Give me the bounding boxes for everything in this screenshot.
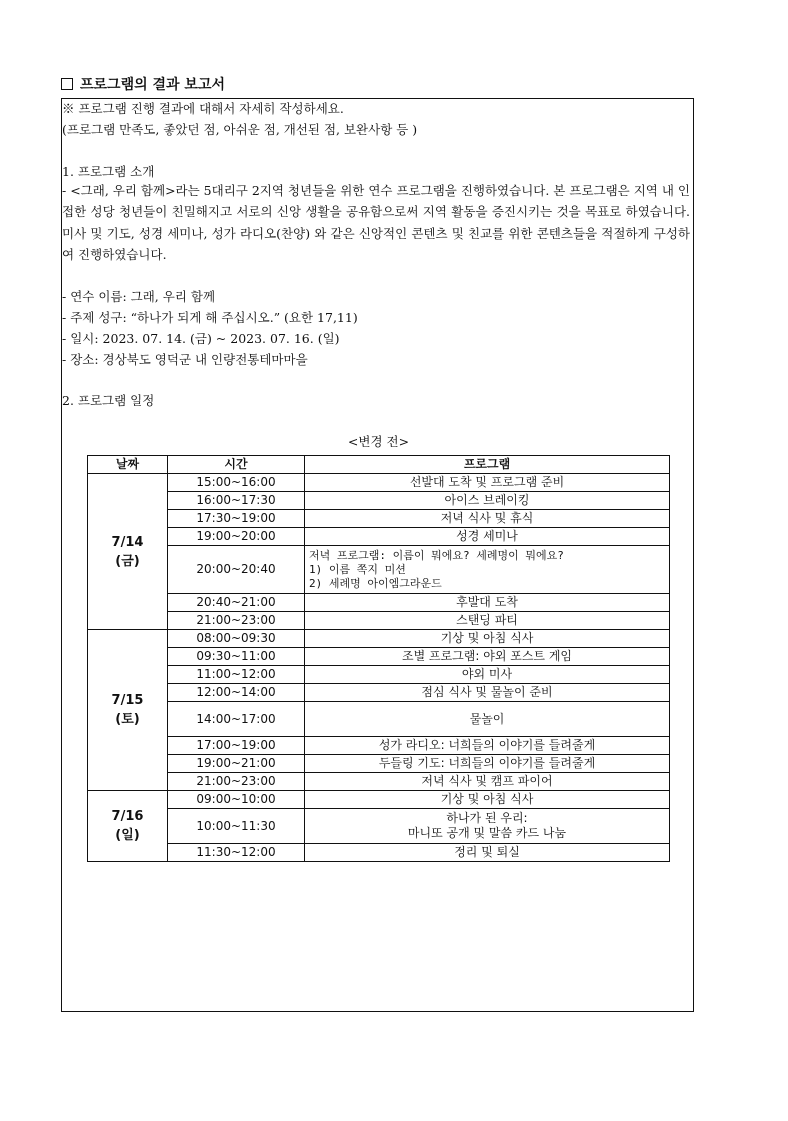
time-cell: 20:40~21:00 [168, 594, 305, 612]
table-row [88, 844, 670, 862]
program-line: 1) 이름 쪽지 미션 [309, 562, 406, 576]
table-row [88, 737, 670, 755]
weekday-label: (토) [115, 712, 140, 727]
program-cell [305, 546, 670, 594]
section1-heading: 1. 프로그램 소개 [62, 164, 155, 179]
date-label: 7/14 [111, 534, 144, 550]
detail-line: - 일시: 2023. 07. 14. (금) ~ 2023. 07. 16. (일) [62, 331, 340, 346]
detail-line: - 주제 성구: “하나가 되게 해 주십시오.” (요한 17,11) [62, 310, 358, 325]
program-line: 하나가 된 우리: [446, 811, 528, 825]
date-label: 7/15 [111, 693, 144, 708]
program-cell: 야외 미사 [305, 666, 670, 684]
time-cell: 12:00~14:00 [168, 684, 305, 702]
table-row [88, 773, 670, 791]
table-row [88, 648, 670, 666]
table-row [88, 612, 670, 630]
detail-line: - 연수 이름: 그래, 우리 함께 [62, 289, 216, 304]
program-line: 저녁 프로그램: 이름이 뭐에요? 세례명이 뭐에요? [309, 548, 564, 562]
table-row [88, 630, 670, 648]
program-cell: 아이스 브레이킹 [305, 492, 670, 510]
program-cell: 물놀이 [305, 702, 670, 737]
program-cell: 정리 및 퇴실 [305, 844, 670, 862]
table-row [88, 492, 670, 510]
table-row [88, 702, 670, 737]
program-cell: 조별 프로그램: 야외 포스트 게임 [305, 648, 670, 666]
time-cell: 11:00~12:00 [168, 666, 305, 684]
table-row [88, 809, 670, 844]
program-cell: 기상 및 아침 식사 [305, 791, 670, 809]
column-header-date: 날짜 [88, 456, 168, 474]
schedule-table [87, 455, 670, 862]
table-row [88, 594, 670, 612]
time-cell: 17:30~19:00 [168, 510, 305, 528]
time-cell: 16:00~17:30 [168, 492, 305, 510]
report-title-row [61, 74, 225, 94]
section1-intro: - <그래, 우리 함께>라는 5대리구 2지역 청년들을 위한 연수 프로그램을 진행하였습니다. 본 프로그램은 지역 내 인접한 성당 청년들이 친밀해지고 서로의 신앙 생활을 공유함으로써 지역 활동을 증진시키는 것을 목표로 하였습니다. 미사 및 기도, 성경 세미나, 성가 라디오(찬양) 와 같은 신앙적인 콘텐츠 및 친교를 위한 콘텐츠들을 적절하게 구성하여 진행하였습니다. [62, 183, 690, 262]
table-row [88, 666, 670, 684]
program-cell: 점심 식사 및 물놀이 준비 [305, 684, 670, 702]
date-cell [88, 630, 168, 791]
time-cell: 19:00~20:00 [168, 528, 305, 546]
table-row [88, 546, 670, 594]
schedule-caption: <변경 전> [347, 434, 410, 449]
column-header-time: 시간 [168, 456, 305, 474]
program-cell: 저녁 식사 및 휴식 [305, 510, 670, 528]
table-row [88, 684, 670, 702]
time-cell: 14:00~17:00 [168, 702, 305, 737]
table-row [88, 528, 670, 546]
time-cell: 11:30~12:00 [168, 844, 305, 862]
date-cell [88, 474, 168, 630]
program-line: 2) 세례명 아이엠그라운드 [309, 576, 442, 590]
time-cell: 21:00~23:00 [168, 773, 305, 791]
time-cell: 15:00~16:00 [168, 474, 305, 492]
time-cell: 09:00~10:00 [168, 791, 305, 809]
program-cell: 스탠딩 파티 [305, 612, 670, 630]
report-title: 프로그램의 결과 보고서 [80, 77, 225, 93]
table-header-row [88, 456, 670, 474]
program-line: 마니또 공개 및 말씀 카드 나눔 [407, 826, 567, 840]
date-cell [88, 791, 168, 862]
time-cell: 19:00~21:00 [168, 755, 305, 773]
table-row [88, 510, 670, 528]
instruction-line-2: (프로그램 만족도, 좋았던 점, 아쉬운 점, 개선된 점, 보완사항 등 ) [62, 122, 418, 137]
program-cell: 저녁 식사 및 캠프 파이어 [305, 773, 670, 791]
detail-line: - 장소: 경상북도 영덕군 내 인량전통테마마을 [62, 352, 308, 367]
program-cell [305, 809, 670, 844]
program-cell: 선발대 도착 및 프로그램 준비 [305, 474, 670, 492]
table-row [88, 791, 670, 809]
report-frame [61, 98, 694, 1012]
table-row [88, 755, 670, 773]
time-cell: 20:00~20:40 [168, 546, 305, 594]
time-cell: 17:00~19:00 [168, 737, 305, 755]
instruction-line-1: ※ 프로그램 진행 결과에 대해서 자세히 작성하세요. [62, 101, 344, 116]
time-cell: 21:00~23:00 [168, 612, 305, 630]
program-cell: 성가 라디오: 너희들의 이야기를 들려줄게 [305, 737, 670, 755]
table-row [88, 474, 670, 492]
program-cell: 성경 세미나 [305, 528, 670, 546]
empty-checkbox-icon [61, 78, 73, 90]
program-cell: 기상 및 아침 식사 [305, 630, 670, 648]
weekday-label: (일) [115, 828, 140, 843]
weekday-label: (금) [115, 553, 140, 569]
program-cell: 후발대 도착 [305, 594, 670, 612]
date-label: 7/16 [111, 809, 144, 824]
time-cell: 10:00~11:30 [168, 809, 305, 844]
column-header-program: 프로그램 [305, 456, 670, 474]
time-cell: 08:00~09:30 [168, 630, 305, 648]
program-cell: 두들링 기도: 너희들의 이야기를 들려줄게 [305, 755, 670, 773]
time-cell: 09:30~11:00 [168, 648, 305, 666]
section2-heading: 2. 프로그램 일정 [62, 393, 155, 408]
